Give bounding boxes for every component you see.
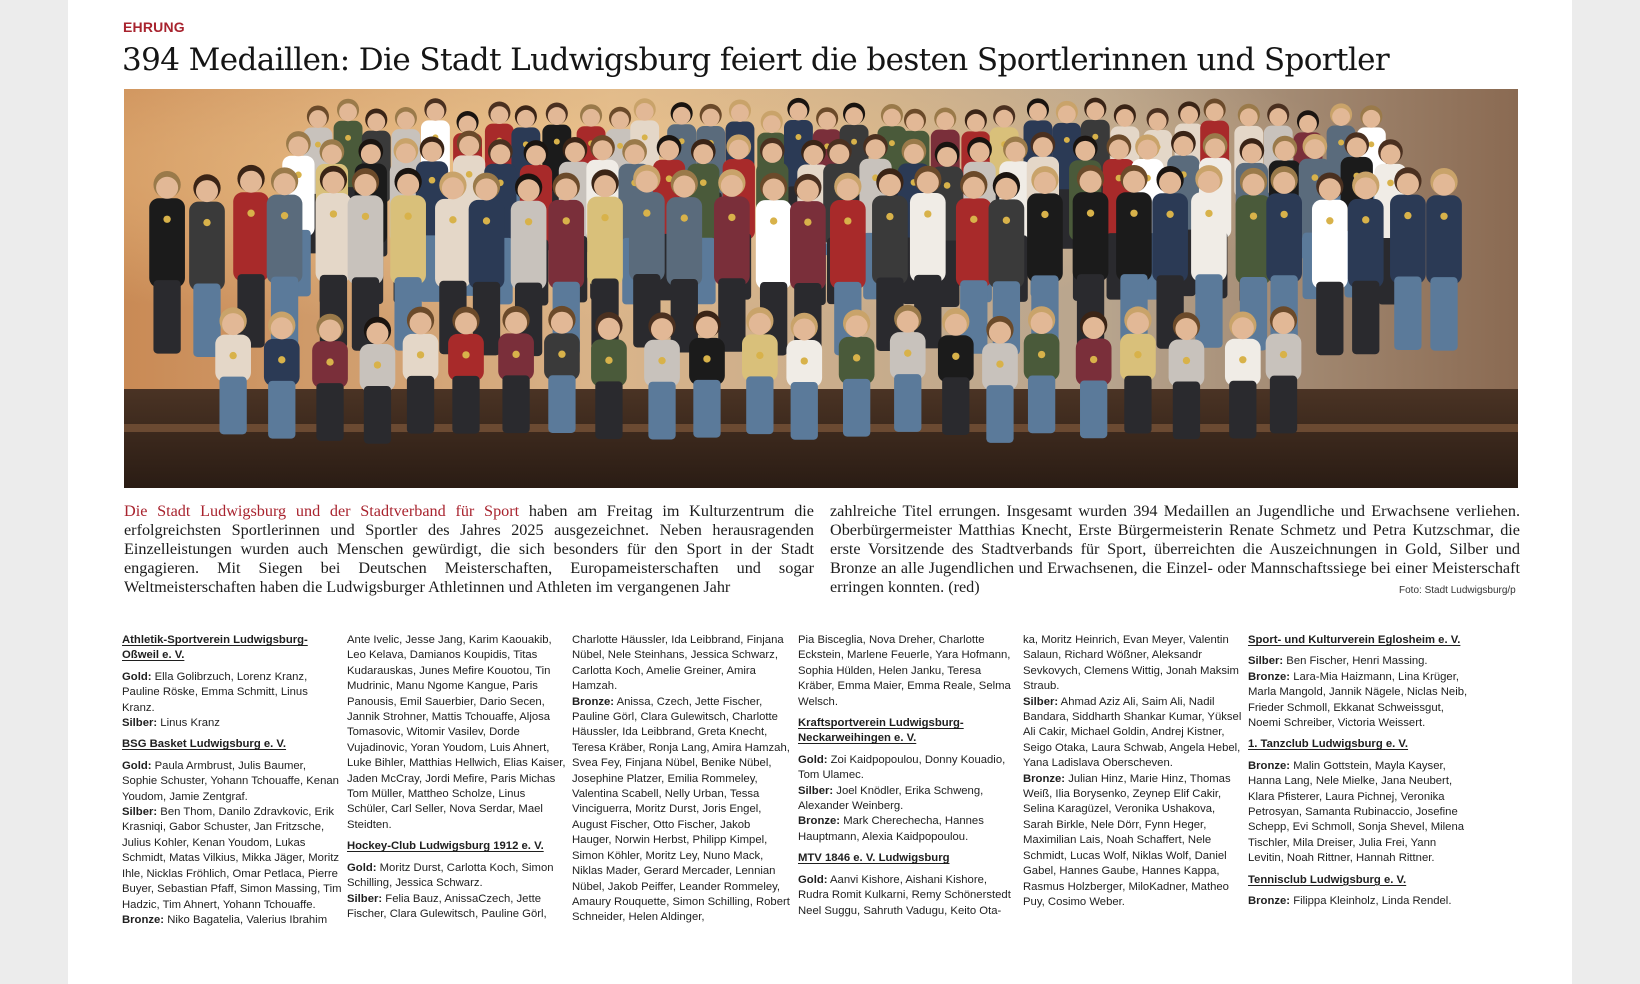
winners-names: Anissa, Czech, Jette Fischer, Pauline Görl, Clara Gulewitsch, Charlotte Häussler, Ida Leibbrand, Greta Knecht, Teresa Kräber, Ronja Lang, Amira Hamzah, Svea Fey, Finjana Nübel, Benike Nübel, Josephine Platzer, Emilia Rommeley, Valentina Scabell, Nelly Urban, Tessa Vinciguerra, Moritz Durst, Joris Engel, August Fischer, Otto Fischer, Jakob Hauger, Norwin Herbst, Philipp Kimpel, Simon Köhler, Moritz Ley, Nuno Mack, Niklas Mader, Gerard Mercader, Lennian Nübel, Jakob Peiffer, Leander Rommeley, Amaury Rouquette, Simon Schilling, Robert Schneider, Helen Aldinger, [572,695,790,924]
winners-entry [122,759,342,928]
silber-label: Silber: [798,784,834,797]
bronze-label: Bronze: [798,815,841,828]
winners-column-3 [572,633,792,932]
winners-names: Ben Fischer, Henri Massing. [1283,655,1428,668]
bronze-label: Bronze: [1023,772,1066,785]
silber-label: Silber: [1023,695,1059,708]
club-heading: 1. Tanzclub Ludwigsburg e. V. [1248,738,1409,751]
winners-entry [572,633,792,926]
gold-label: Gold: [122,670,152,683]
winners-names: Zoi Kaidpopoulou, Donny Kouadio, Tom Ulamec. [798,753,1006,782]
winners-names: Aanvi Kishore, Aishani Kishore, Rudra Romit Kulkarni, Remy Schönerstedt Neel Suggu, Sahruth Vadugu, Keito Ota- [798,873,1011,917]
winners-column-1 [122,633,342,934]
section-kicker: EHRUNG [123,19,185,35]
silber-label: Silber: [122,806,158,819]
winners-names: Felia Bauz, AnissaCzech, Jette Fischer, Clara Gulewitsch, Pauline Görl, [347,892,547,920]
winners-column-5 [1023,633,1243,916]
winners-names: Moritz Durst, Carlotta Koch, Simon Schilling, Jessica Schwarz. [347,861,554,890]
lead-highlight: Die Stadt Ludwigsburg und der Stadtverband für Sport [124,502,520,520]
winners-names: Lara-Mia Haizmann, Lina Krüger, Marla Mangold, Jannik Nägele, Niclas Neib, Frieder Schmoll, Ekkanat Schweissgut, Noemi Schreiber, Victoria Weissert. [1248,670,1468,730]
winners-names: Malin Gottstein, Mayla Kayser, Hanna Lang, Nele Mielke, Jana Neubert, Klara Pfisterer, Laura Pichnej, Veronika Petrosyan, Samanta Rubinaccio, Josefine Schepp, Evi Schmoll, Sonja Shevel, Milena Tischler, Mila Dreiser, Julia Frei, Yann Levitin, Noah Rittner, Hannah Rittner. [1248,759,1465,865]
winners-names: Ella Golibrzuch, Lorenz Kranz, Pauline Röske, Emma Schmitt, Linus Kranz. [122,670,308,714]
winners-names: Filippa Kleinholz, Linda Rendel. [1290,895,1452,908]
gold-label: Gold: [798,873,828,886]
club-heading: Kraftsportverein Ludwigsburg-Neckarweihingen e. V. [798,717,964,745]
club-heading: Sport- und Kulturverein Eglosheim e. V. [1248,634,1461,646]
winners-names: Niko Bagatelia, Valerius Ibrahim [164,913,328,926]
silber-label: Silber: [347,892,383,905]
group-photo [124,89,1518,488]
winners-names: Charlotte Häussler, Ida Leibbrand, Finjana Nübel, Nele Steinhans, Jessica Schwarz, Carlotta Koch, Amelie Greiner, Amira Hamzah. [572,634,784,693]
lead-paragraph-left [124,502,814,597]
bronze-label: Bronze: [1248,759,1291,772]
winners-entry: Ante Ivelic, Jesse Jang, Karim Kaouakib, Leo Kelava, Damianos Koupidis, Titas Kudarauskas, Junes Mefire Kouotou, Tin Mudrinic, Manu Ngome Kangue, Paris Panousis, Emil Sauerbier, Dario Secen, Jannik Strohner, Mattis Tchouaffe, Aljosa Tomasovic, Witomir Vasilev, Dorde Vujadinovic, Yoran Youdom, Luis Ahnert, Luke Bihler, Matthias Hellwich, Elias Kaiser, Jaden McCray, Jordi Mefire, Paris Michas Tom Müller, Mattheo Scholze, Linus Schüler, Carl Seller, Nova Serdar, Mael Steidten. [347,634,566,831]
group-photo-illustration [124,89,1518,488]
club-heading: Hockey-Club Ludwigsburg 1912 e. V. [347,840,544,853]
winners-entry [1248,894,1468,909]
winners-entry [1248,654,1468,731]
winners-names: Mark Cherechecha, Hannes Hauptmann, Alexia Kaidpopoulou. [798,815,984,843]
club-heading: BSG Basket Ludwigsburg e. V. [122,738,287,751]
silber-label: Silber: [1248,655,1284,668]
winners-names: Ben Thom, Danilo Zdravkovic, Erik Krasniqi, Gabor Schuster, Jan Fritzsche, Julius Kohler, Kenan Youdom, Lukas Schmidt, Matas Vilkius, Mikka Jäger, Moritz Ihle, Nicklas Fröhlich, Omar Petlaca, Pierre Buyer, Sebastian Pfaff, Simon Massing, Tim Hadzic, Tim Ahnert, Yohann Tchouaffe. [122,806,342,911]
bronze-label: Bronze: [1248,670,1291,683]
lead-text-left: haben am Freitag im Kulturzentrum die erfolgreichsten Sportlerinnen und Sportler des Jahres 2025 ausgezeichnet. Neben herausragenden Einzelleistungen wurden auch Menschen gewürdigt, die sich besonders für den Sport in der Stadt engagieren. Mit Siegen bei Deutschen Meisterschaften, Europameisterschaften und sogar Weltmeisterschaften haben die Ludwigsburger Athletinnen und Athleten im vergangenen Jahr [124,502,814,596]
winners-names: ka, Moritz Heinrich, Evan Meyer, Valentin Salaun, Richard Wößner, Aleksandr Sevkovych, Clemens Wittig, Jonah Maksim Straub. [1023,634,1239,693]
club-heading: MTV 1846 e. V. Ludwigsburg [798,852,950,865]
silber-label: Silber: [122,717,158,730]
lead-paragraph-right: zahlreiche Titel errungen. Insgesamt wurden 394 Medaillen an Jugendliche und Erwachsene verliehen. Oberbürgermeister Matthias Knecht, Erste Bürgermeisterin Renate Schmetz und Petra Kutzschmar, die erste Vorsitzende des Stadtverbands für Sport, überreichten die Auszeichnungen in Gold, Silber und Bronze an alle Jugendlichen und Erwachsenen, die Einzel- oder Mannschaftssiege bei einer Meisterschaft erringen konnten. (red) [830,502,1520,596]
newspaper-page [68,0,1572,984]
winners-column-4 [798,633,1018,925]
winners-column-2 [347,633,567,928]
winners-entry [1023,633,1243,910]
winners-entry [347,861,567,923]
winners-names: Julian Hinz, Marie Hinz, Thomas Weiß, Ilia Borysenko, Zeynep Elif Cakir, Selina Karagüzel, Veronika Ushakova, Sarah Birkle, Nele Dörr, Fynn Heger, Maximilian Lais, Noah Schaffert, Nele Schmidt, Lucas Wolf, Niklas Wolf, Daniel Gabel, Hannes Gaube, Hannes Kappa, Rasmus Holzberger, MiloKadner, Matheo Puy, Cosimo Weber. [1023,772,1231,908]
club-heading: Tennisclub Ludwigsburg e. V. [1248,873,1407,886]
winners-column-6 [1248,633,1468,916]
gold-label: Gold: [347,861,377,874]
winners-names: Ahmad Aziz Ali, Saim Ali, Nadil Bandara, Siddharth Shankar Kumar, Yüksel Ali Cakir, Michael Goldin, Andrej Kistner, Seigo Otaka, Laura Schwab, Angela Hebel, Yana Ladislava Oberscheven. [1023,695,1242,770]
bronze-label: Bronze: [572,695,615,708]
winners-entry [798,873,1018,919]
winners-entry [798,753,1018,845]
bronze-label: Bronze: [1248,895,1291,908]
gold-label: Gold: [122,759,152,772]
winners-entry [122,670,342,732]
headline: 394 Medaillen: Die Stadt Ludwigsburg feiert die besten Sportlerinnen und Sportler [122,42,1390,78]
gold-label: Gold: [798,753,828,766]
photo-credit: Foto: Stadt Ludwigsburg/p [1399,585,1516,596]
winners-entry: Pia Bisceglia, Nova Dreher, Charlotte Eckstein, Marlene Feuerle, Yara Hofmann, Sophia Hülden, Helen Janku, Teresa Kräber, Emma Maier, Emma Reale, Selma Welsch. [798,634,1011,708]
winners-names: Joel Knödler, Erika Schweng, Alexander Weinberg. [798,784,984,813]
winners-names: Paula Armbrust, Julis Baumer, Sophie Schuster, Yohann Tchouaffe, Kenan Youdom, Jamie Zentgraf. [122,759,339,803]
winners-names: Linus Kranz [157,717,220,730]
club-heading: Athletik-Sportverein Ludwigsburg-Oßweil e. V. [122,634,308,662]
winners-entry [1248,759,1468,867]
bronze-label: Bronze: [122,913,165,926]
